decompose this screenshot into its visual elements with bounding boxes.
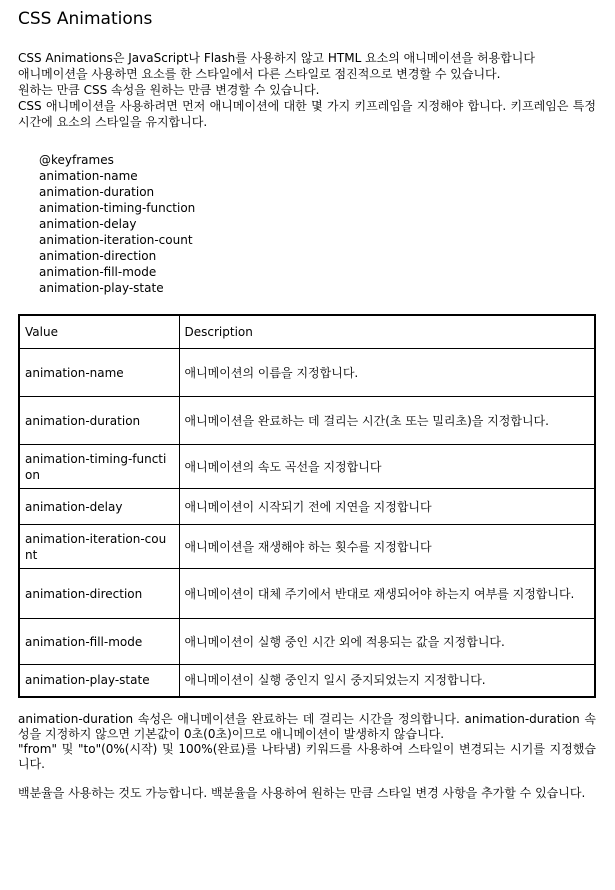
outro-paragraph: "from" 및 "to"(0%(시작) 및 100%(완료)를 나타냄) 키워드를 사용하여 스타일이 변경되는 시기를 지정했습니다. [18, 741, 596, 771]
property-list [18, 152, 596, 296]
cell-value: animation-name [19, 349, 179, 397]
cell-description: 애니메이션의 이름을 지정합니다. [179, 349, 595, 397]
table-header-row [19, 315, 595, 349]
property-list-item: @keyframes [39, 153, 114, 167]
intro-paragraph: CSS Animations은 JavaScript나 Flash를 사용하지 않고 HTML 요소의 애니메이션을 허용합니다 [18, 51, 535, 65]
cell-value: animation-fill-mode [19, 619, 179, 665]
animation-properties-table [18, 314, 596, 698]
property-list-item: animation-iteration-count [39, 233, 193, 247]
property-list-item: animation-timing-function [39, 201, 196, 215]
cell-value: animation-timing-function [19, 445, 179, 489]
cell-value: animation-duration [19, 397, 179, 445]
cell-description: 애니메이션이 실행 중인지 일시 중지되었는지 지정합니다. [179, 665, 595, 697]
property-list-item: animation-delay [39, 217, 137, 231]
cell-value: animation-direction [19, 569, 179, 619]
column-header-value: Value [19, 315, 179, 349]
outro-paragraph: animation-duration 속성은 애니메이션을 완료하는 데 걸리는 시간을 정의합니다. animation-duration 속성을 지정하지 않으면 기본값이 0초(0초)이므로 애니메이션이 발생하지 않습니다. [18, 711, 596, 741]
intro-section [18, 50, 596, 130]
page-title: CSS Animations [18, 9, 153, 29]
cell-value: animation-play-state [19, 665, 179, 697]
cell-description: 애니메이션을 완료하는 데 걸리는 시간(초 또는 밀리초)을 지정합니다. [179, 397, 595, 445]
table-row [19, 397, 595, 445]
outro-paragraph: 백분율을 사용하는 것도 가능합니다. 백분율을 사용하여 원하는 만큼 스타일 변경 사항을 추가할 수 있습니다. [18, 785, 586, 800]
table-row [19, 489, 595, 525]
property-list-item: animation-fill-mode [39, 265, 157, 279]
cell-value: animation-iteration-count [19, 525, 179, 569]
table-row [19, 445, 595, 489]
property-list-item: animation-name [39, 169, 138, 183]
cell-description: 애니메이션을 재생해야 하는 횟수를 지정합니다 [179, 525, 595, 569]
intro-paragraph: CSS 애니메이션을 사용하려면 먼저 애니메이션에 대한 몇 가지 키프레임을 지정해야 합니다. 키프레임은 특정 시간에 요소의 스타일을 유지합니다. [18, 99, 596, 129]
intro-paragraph: 애니메이션을 사용하면 요소를 한 스타일에서 다른 스타일로 점진적으로 변경할 수 있습니다. [18, 67, 501, 81]
cell-description: 애니메이션이 실행 중인 시간 외에 적용되는 값을 지정합니다. [179, 619, 595, 665]
property-list-item: animation-duration [39, 185, 155, 199]
cell-description: 애니메이션이 대체 주기에서 반대로 재생되어야 하는지 여부를 지정합니다. [179, 569, 595, 619]
table-row [19, 525, 595, 569]
table-row [19, 665, 595, 697]
table-row [19, 569, 595, 619]
column-header-description: Description [179, 315, 595, 349]
cell-value: animation-delay [19, 489, 179, 525]
cell-description: 애니메이션의 속도 곡선을 지정합니다 [179, 445, 595, 489]
property-list-item: animation-play-state [39, 281, 164, 295]
property-list-item: animation-direction [39, 249, 157, 263]
intro-paragraph: 원하는 만큼 CSS 속성을 원하는 만큼 변경할 수 있습니다. [18, 83, 320, 97]
table-row [19, 619, 595, 665]
document-page [18, 8, 596, 801]
table-row [19, 349, 595, 397]
cell-description: 애니메이션이 시작되기 전에 지연을 지정합니다 [179, 489, 595, 525]
outro-section [18, 712, 596, 801]
